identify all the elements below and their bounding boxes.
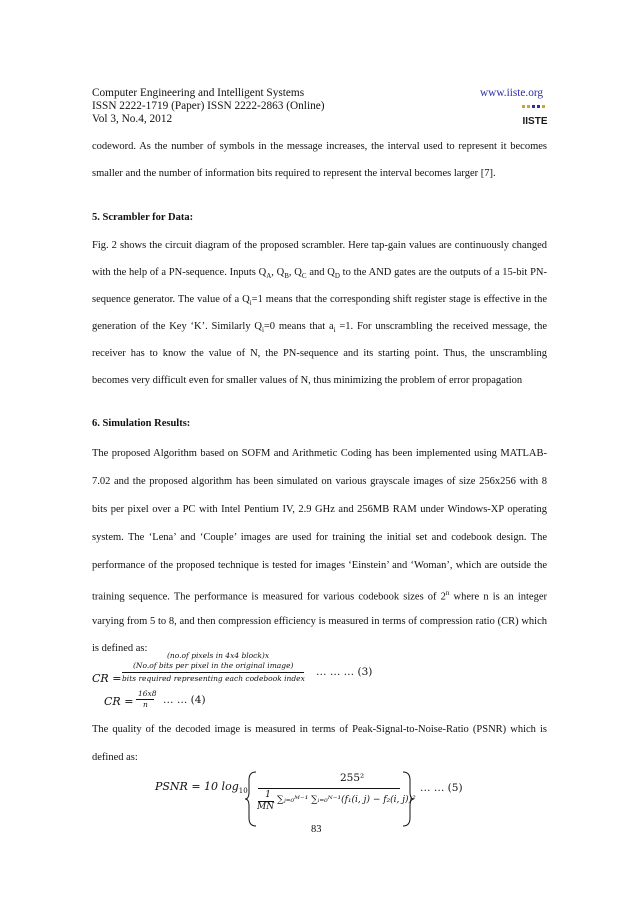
s5-line-2: with the help of a PN-sequence. Inputs $Q_A$, $Q_B$, $Q_C$ and $Q_D$ to the AND gates are the outputs of a 15-bit PN- xyxy=(92,267,548,281)
s6-line-3: bits per pixel over a PC with Intel Pentium IV, 2.9 GHz and 256MB RAM under Windows-XP operating xyxy=(92,504,547,515)
eq5-lhs: PSNR = 10 $\log_{10}$ xyxy=(155,780,248,796)
eq5-den-num: 1 xyxy=(265,790,271,800)
eq3-top: (no.of pixels in 4x4 block)x xyxy=(167,651,270,660)
eq5-tag: … … (5) xyxy=(420,782,463,794)
eq3-mid: (No.of bits per pixel in the original image) xyxy=(133,661,294,670)
s6-line-5: performance of the proposed technique is tested for images ‘Einstein’ and ‘Woman’, which are outside the xyxy=(92,560,547,571)
eq3-bottom: bits required representing each codebook index xyxy=(122,674,305,683)
eq4-num: 16x8 xyxy=(138,689,157,698)
section-5-heading: 5. Scrambler for Data: xyxy=(92,212,194,223)
eq5-den-sum: ∑ⱼ₌₀ᴹ⁻¹ ∑ᵢ₌₀ᴺ⁻¹(f₁(i, j) − f₂(i, j))² xyxy=(277,795,416,805)
eq4-tag: … … (4) xyxy=(163,694,206,706)
eq3-fraction-bar xyxy=(122,672,304,673)
s5-line-1: Fig. 2 shows the circuit diagram of the proposed scrambler. Here tap-gain values are continuously changed xyxy=(92,240,547,251)
iiste-logo xyxy=(520,104,550,127)
issn-line: ISSN 2222-1719 (Paper) ISSN 2222-2863 (Online) xyxy=(92,100,325,112)
volume-line: Vol 3, No.4, 2012 xyxy=(92,113,173,125)
eq4-den: n xyxy=(143,700,148,709)
s6-line-7: varying from 5 to 8, and then compression efficiency is measured in terms of compression ratio (CR) which xyxy=(92,616,547,627)
eq5-fraction-bar xyxy=(258,788,400,789)
eq4-lhs: CR = xyxy=(104,695,134,708)
s6-line-1: The proposed Algorithm based on SOFM and Arithmetic Coding has been implemented using MATLAB- xyxy=(92,448,547,459)
logo-text: IISTE xyxy=(522,116,548,127)
psnr-line-2: defined as: xyxy=(92,752,138,763)
eq5-right-brace xyxy=(400,770,415,828)
journal-title: Computer Engineering and Intelligent Systems xyxy=(92,87,305,99)
s6-line-2: 7.02 and the proposed algorithm has been simulated on various grayscale images of size 256x256 with 8 xyxy=(92,476,547,487)
psnr-line-1: The quality of the decoded image is measured in terms of Peak-Signal-to-Noise-Ratio (PSNR) which is xyxy=(92,724,547,735)
s5-line-4: generation of the Key ‘K’. Similarly $Q_i=0$ means that $a_i =1$. For unscrambling the received message, the xyxy=(92,321,548,335)
page-number: 83 xyxy=(311,824,322,835)
s6-line-6: training sequence. The performance is measured for various codebook sizes of 2$^n$ where n is an integer xyxy=(92,589,548,603)
s5-line-6: becomes very difficult even for smaller values of N, thus minimizing the problem of error propagation xyxy=(92,375,523,386)
eq5-left-brace xyxy=(244,770,259,828)
s6-line-8: is defined as: xyxy=(92,643,148,654)
eq3-tag: … … … (3) xyxy=(316,666,373,678)
s5-line-5: receiver has to know the value of N, the PN-sequence and its starting point. Thus, the unscrambling xyxy=(92,348,547,359)
journal-url[interactable]: www.iiste.org xyxy=(480,87,544,99)
intro-line-2: smaller and the number of information bits required to represent the interval becomes larger [7]. xyxy=(92,168,496,179)
eq5-den-den: MN xyxy=(257,802,275,812)
eq3-lhs: CR = xyxy=(92,672,122,685)
s5-line-3: sequence generator. The value of a $Q_i=1$ means that the corresponding shift register stage is effective in the xyxy=(92,294,547,308)
s6-line-4: system. The ‘Lena’ and ‘Couple’ images are used for training the initial set and codebook design. The xyxy=(92,532,547,543)
section-6-heading: 6. Simulation Results: xyxy=(92,418,191,429)
eq5-numerator: 255² xyxy=(340,772,365,784)
intro-line-1: codeword. As the number of symbols in the message increases, the interval used to represent it becomes xyxy=(92,141,547,152)
